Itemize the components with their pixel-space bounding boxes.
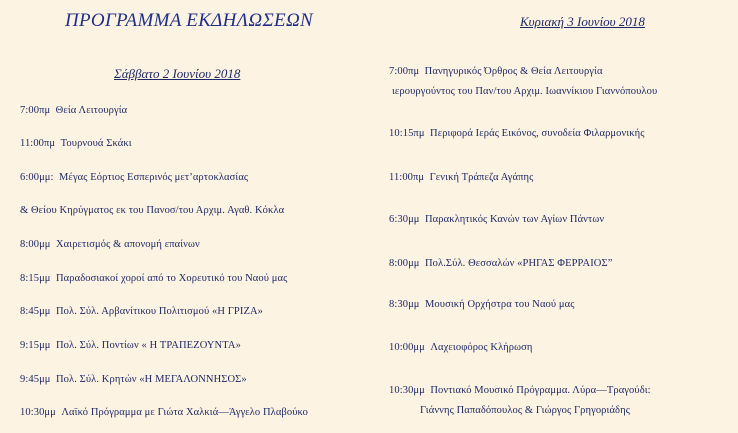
schedule-description: ιερουργούντος του Παν/του Αρχιμ. Ιωαννίκιου Γιαννόπουλου — [392, 86, 658, 97]
schedule-time: 9:15μμ — [20, 340, 51, 351]
schedule-description: Λαχειοφόρος Κλήρωση — [430, 342, 533, 353]
schedule-time: 9:45μμ — [20, 374, 51, 385]
sunday-date-heading: Κυριακή 3 Ιουνίου 2018 — [520, 14, 645, 29]
schedule-item — [20, 339, 241, 353]
schedule-time: 8:45μμ — [20, 306, 51, 317]
schedule-item — [392, 85, 657, 99]
schedule-item — [389, 384, 651, 398]
saturday-date-heading: Σάββατο 2 Ιουνίου 2018 — [114, 66, 241, 81]
schedule-description: Πανηγυρικός Όρθρος & Θεία Λειτουργία — [424, 66, 603, 77]
schedule-time: 11:00πμ — [389, 172, 425, 183]
schedule-item — [389, 213, 604, 227]
schedule-item — [20, 238, 200, 252]
schedule-item — [389, 298, 575, 312]
schedule-description: Γενική Τράπεζα Αγάπης — [429, 172, 534, 183]
schedule-time: 8:15μμ — [20, 273, 51, 284]
schedule-item — [20, 104, 127, 118]
schedule-item — [20, 373, 247, 387]
schedule-description: Μέγας Εόρτιος Εσπερινός μετ’αρτοκλασίας — [59, 172, 249, 183]
schedule-time: 10:30μμ — [20, 407, 56, 418]
schedule-item — [420, 404, 630, 418]
schedule-time: 7:00πμ — [389, 66, 420, 77]
schedule-description: Γιάννης Παπαδόπουλος & Γιώργος Γρηγοριάδης — [420, 405, 630, 416]
schedule-time: 6:30μμ — [389, 214, 420, 225]
schedule-item — [20, 406, 308, 420]
schedule-description: Πολ.Σύλ. Θεσσαλών «ΡΗΓΑΣ ΦΕΡΡΑΙΟΣ” — [424, 258, 613, 269]
schedule-time: 7:00πμ — [20, 105, 51, 116]
schedule-description: Παραδοσιακοί χοροί από το Χορευτικό του Ναού μας — [55, 273, 288, 284]
schedule-item — [20, 272, 287, 286]
schedule-time: 8:00μμ — [389, 258, 420, 269]
schedule-description: Θεία Λειτουργία — [55, 105, 128, 116]
schedule-description: Χαιρετισμός & απονομή επαίνων — [55, 239, 200, 250]
schedule-item — [20, 171, 248, 185]
schedule-item — [389, 341, 532, 355]
schedule-time: 10:30μμ — [389, 385, 425, 396]
schedule-description: Τουρνουά Σκάκι — [60, 138, 132, 149]
schedule-item — [389, 127, 645, 141]
schedule-time: 11:00πμ — [20, 138, 56, 149]
schedule-description: Πολ. Σύλ. Ποντίων « Η ΤΡΑΠΕΖΟΥΝΤΑ» — [55, 340, 241, 351]
schedule-item — [389, 65, 603, 79]
schedule-item — [389, 171, 533, 185]
schedule-item — [20, 204, 284, 218]
schedule-time: 8:00μμ — [20, 239, 51, 250]
schedule-description: Πολ. Σύλ. Αρβανίτικου Πολιτισμού «Η ΓΡΙΖΑ» — [55, 306, 263, 317]
schedule-item — [389, 257, 612, 271]
schedule-description: Πολ. Σύλ. Κρητών «Η ΜΕΓΑΛΟΝΝΗΣΟΣ» — [55, 374, 247, 385]
schedule-description: Παρακλητικός Κανών των Αγίων Πάντων — [424, 214, 605, 225]
schedule-time: 10:15πμ — [389, 128, 425, 139]
schedule-item — [20, 305, 263, 319]
schedule-time: 6:00μμ: — [20, 172, 54, 183]
schedule-time: 8:30μμ — [389, 299, 420, 310]
schedule-description: Λαϊκό Πρόγραμμα με Γιώτα Χαλκιά—Άγγελο Πλαβούκο — [61, 407, 309, 418]
schedule-description: Ποντιακό Μουσικό Πρόγραμμα. Λύρα—Τραγούδι: — [430, 385, 651, 396]
page-title: ΠΡΟΓΡΑΜΜΑ ΕΚΔΗΛΩΣΕΩΝ — [65, 10, 313, 31]
schedule-item — [20, 137, 132, 151]
schedule-description: Μουσική Ορχήστρα του Ναού μας — [424, 299, 575, 310]
schedule-time: 10:00μμ — [389, 342, 425, 353]
schedule-description: Περιφορά Ιεράς Εικόνος, συνοδεία Φιλαρμονικής — [430, 128, 645, 139]
schedule-description: & Θείου Κηρύγματος εκ του Πανοσ/του Αρχιμ. Αγαθ. Κόκλα — [20, 205, 285, 216]
